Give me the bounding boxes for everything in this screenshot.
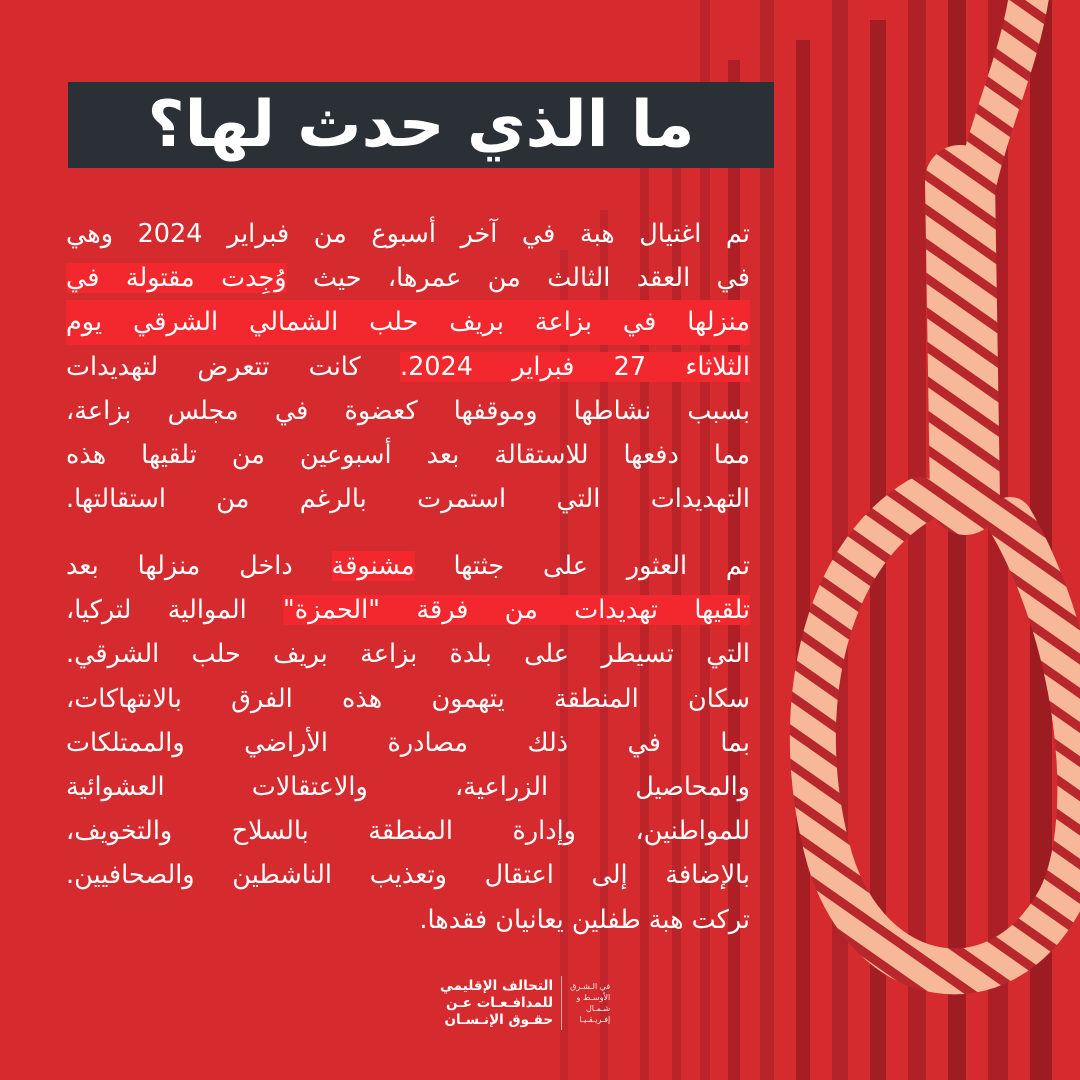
paragraph-1-line: تم اغتيال هبة في آخر أسبوع من فبراير 2024 وهي	[66, 219, 750, 249]
text-segment: الموالية لتركيا،	[66, 595, 284, 626]
highlighted-text: مشنوقة	[331, 551, 415, 581]
paragraph-2-line: للمواطنين، وإدارة المنطقة بالسلاح والتخويف،	[66, 816, 750, 847]
logo-side-text	[570, 981, 610, 1025]
logo-line: حقـوق الإنـسـان	[444, 1011, 554, 1028]
paragraph-2-line	[66, 544, 750, 588]
paragraph-1-line: بسبب نشاطها وموقفها كعضوة في مجلس بزاعة،	[66, 395, 750, 426]
title-banner	[68, 82, 774, 168]
logo-side-line: شـمـال	[585, 1004, 611, 1013]
text-segment: كانت تتعرض لتهديدات	[66, 351, 400, 382]
paragraph-1	[66, 212, 750, 521]
logo-side-line: في الـشـرق	[570, 982, 611, 991]
page-title: ما الذي حدث لها؟	[147, 88, 695, 162]
paragraph-1-line: مما دفعها للاستقالة بعد أسبوعين من تلقيها هذه	[66, 440, 750, 471]
paragraph-2	[66, 544, 750, 942]
logo-divider	[561, 976, 562, 1030]
paragraph-2-line: بالإضافة إلى اعتقال وتعذيب الناشطين والصحافيين.	[66, 860, 750, 891]
organization-logo	[440, 972, 640, 1034]
paragraph-1-line	[66, 345, 750, 389]
text-segment: في العقد الثالث من عمرها، حيث	[286, 263, 750, 294]
logo-side-line: الأوسـط و	[576, 993, 611, 1002]
paragraph-2-line: تركت هبة طفلين يعانيان فقدها.	[419, 904, 750, 935]
highlighted-line: منزلها في بزاعة بريف حلب الشمالي الشرقي يوم	[66, 300, 750, 344]
text-segment: تم العثور على جثتها	[414, 551, 750, 581]
logo-line: التحالف الإقليمي	[440, 977, 554, 994]
paragraph-2-line: بما في ذلك مصادرة الأراضي والممتلكات	[66, 727, 750, 758]
highlighted-text: تلقيها تهديدات من فرقة "الحمزة"	[283, 595, 750, 626]
paragraph-2-line: التي تسيطر على بلدة بزاعة بريف حلب الشرقي.	[66, 639, 750, 670]
logo-line: للمدافـعـات عـن	[446, 994, 554, 1011]
paragraph-2-line: والمحاصيل الزراعية، والاعتقالات العشوائية	[66, 772, 750, 803]
highlighted-text: الثلاثاء 27 فبراير 2024.	[399, 351, 750, 382]
text-segment: داخل منزلها بعد	[66, 551, 332, 581]
highlighted-text: وُجِدت مقتولة في	[66, 263, 287, 294]
logo-side-line: إفـريـقـيـا	[579, 1015, 611, 1024]
logo-main-text	[440, 978, 553, 1029]
paragraph-1-line: التهديدات التي استمرت بالرغم من استقالتها.	[66, 484, 750, 515]
paragraph-2-line	[66, 588, 750, 632]
paragraph-2-line: سكان المنطقة يتهمون هذه الفرق بالانتهاكات،	[66, 683, 750, 714]
paragraph-1-line	[66, 256, 750, 300]
